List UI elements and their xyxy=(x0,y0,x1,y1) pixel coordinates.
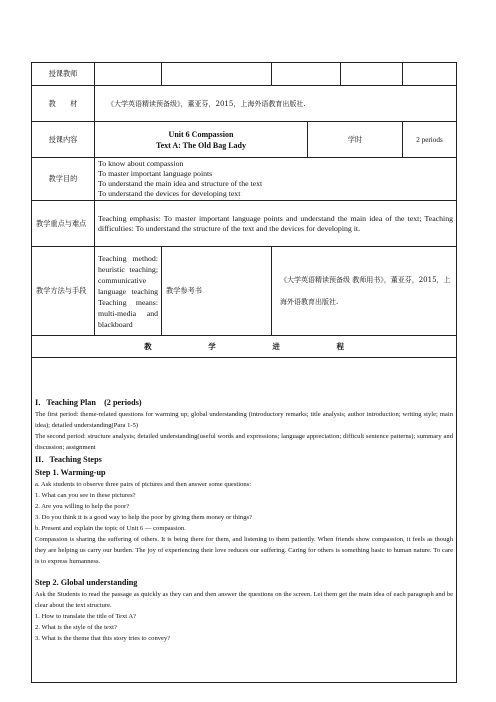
process-char: 教 xyxy=(144,342,152,351)
step-two-paragraph: Ask the Students to read the passage as quickly as they can and then answer the questions on the screen. Let them get the main idea of each paragraph and be clear about the text structure. xyxy=(35,591,453,609)
question-item: 2. Are you willing to help the poor? xyxy=(35,503,130,510)
focus-text: Teaching emphasis: To master important language points and understand the main idea of the text; Teaching difficulties: To understand the structure of the text and the devices for developing it. xyxy=(95,201,457,247)
teacher-label: 授课教师 xyxy=(32,63,95,86)
period-one: The first period: theme-related questions for warming up; global understanding (introductory remarks; title analysis; author introduction; writing style; main idea); detailed understanding(Para 1-5) xyxy=(35,411,453,429)
goal-item: To master important language points xyxy=(98,169,213,178)
period-two: The second period: structure analysis; detailed understanding(useful words and expressions; language appreciation; difficult sentence patterns); summary and discussion; assignment xyxy=(35,433,453,451)
goal-item: To understand the devices for developing text xyxy=(98,189,241,198)
focus-row xyxy=(32,201,457,247)
methods-text: Teaching method: heuristic teaching; communicative language teaching Teaching means: multi-media and blackboard xyxy=(95,247,162,336)
blank-cell xyxy=(341,63,403,86)
material-value: 《大学英语精读预备级》，董亚芬，2015，上海外语教育出版社. xyxy=(95,86,457,122)
hours-label: 学时 xyxy=(308,122,403,158)
step-one-a: a. Ask students to observe three pairs of pictures and then answer some questions: xyxy=(35,481,252,488)
text-title: Text A: The Old Bag Lady xyxy=(155,140,247,150)
question-item: 1. What can you see in these pictures? xyxy=(35,492,136,499)
blank-cell xyxy=(272,63,341,86)
process-char: 程 xyxy=(336,342,344,351)
compassion-paragraph: Compassion is sharing the suffering of others. It is being there for them, and listening to them patiently. When friends show compassion, it feels as though they are helping us carry our burden. The joy of experiencing their love reduces our suffering. Caring for others is something basic to human nature. To care is to express humanness. xyxy=(35,536,453,565)
ref-value: 《大学英语精读预备级 教师用书》，董亚芬，2015，上海外语教育出版社. xyxy=(272,247,457,336)
step-one-b: b. Present and explain the topic of Unit 6 — compassion. xyxy=(35,525,186,532)
blank-cell xyxy=(95,63,162,86)
step-one-heading: Step 1. Warming-up xyxy=(35,468,106,477)
ref-label: 教学参考书 xyxy=(162,247,272,336)
process-char: 学 xyxy=(208,342,216,351)
process-char: 进 xyxy=(272,342,280,351)
material-row xyxy=(32,86,457,122)
steps-heading: II．Teaching Steps xyxy=(35,455,102,464)
goal-item: To know about compassion xyxy=(98,159,184,168)
content-value xyxy=(95,122,308,158)
hours-value: 2 periods xyxy=(403,122,457,158)
material-label: 教 材 xyxy=(32,86,95,122)
question-item: 1. How to translate the title of Text A? xyxy=(35,613,137,620)
goals-label: 教学目的 xyxy=(32,158,95,201)
lesson-plan-table xyxy=(31,62,457,683)
content-label: 授课内容 xyxy=(32,122,95,158)
question-item: 2. What is the style of the text? xyxy=(35,624,117,631)
step-two-heading: Step 2. Global understanding xyxy=(35,578,138,587)
teaching-body-row xyxy=(32,358,457,683)
question-item: 3. What is the theme that this story tries to convey? xyxy=(35,635,171,642)
blank-cell xyxy=(403,63,457,86)
teaching-body xyxy=(32,358,457,683)
content-row xyxy=(32,122,457,158)
focus-label: 教学重点与难点 xyxy=(32,201,95,247)
blank-cell xyxy=(162,63,272,86)
plan-heading: I．Teaching Plan (2 periods) xyxy=(35,398,142,407)
question-item: 3. Do you think it is a good way to help the poor by giving them money or things? xyxy=(35,514,253,521)
goals-list xyxy=(95,158,457,201)
methods-row xyxy=(32,247,457,336)
teacher-row xyxy=(32,63,457,86)
goal-item: To understand the main idea and structure of the text xyxy=(98,179,263,188)
methods-label: 教学方法与手段 xyxy=(32,247,95,336)
unit-title: Unit 6 Compassion xyxy=(168,129,234,139)
goals-row xyxy=(32,158,457,201)
process-bar xyxy=(32,336,457,358)
